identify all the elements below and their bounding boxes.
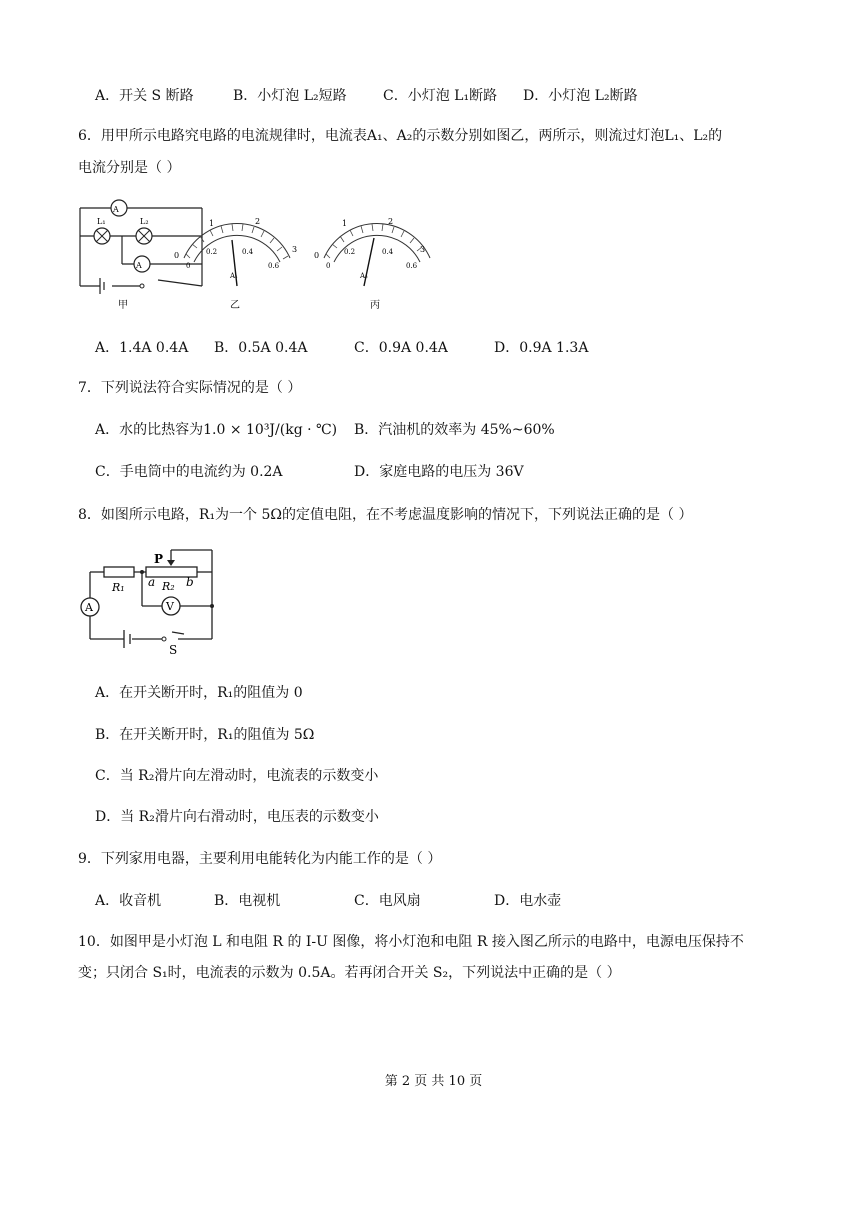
q6-meter-yi bbox=[184, 224, 290, 262]
q5-option-b: B．小灯泡 L₂短路 bbox=[233, 88, 347, 104]
q9-option-a: A．收音机 bbox=[95, 893, 162, 909]
q8-slider-arrow bbox=[167, 560, 175, 566]
q6-option-b: B．0.5A 0.4A bbox=[214, 340, 308, 356]
q9-stem: 9．下列家用电器，主要利用电能转化为内能工作的是（ ） bbox=[78, 851, 442, 867]
q8-s-label: S bbox=[169, 643, 178, 656]
q7-option-c: C．手电筒中的电流约为 0.2A bbox=[95, 464, 283, 480]
q6-bing-tick-04: 0.4 bbox=[382, 248, 394, 256]
page-footer: 第 2 页 共 10 页 bbox=[384, 1074, 483, 1089]
q6-bing-tick-3: 3 bbox=[420, 245, 426, 254]
q5-option-a: A．开关 S 断路 bbox=[95, 88, 194, 104]
q9-option-d: D．电水壶 bbox=[494, 893, 562, 909]
q6-yi-tick-04: 0.4 bbox=[242, 248, 254, 256]
q8-p-label: P bbox=[154, 552, 164, 566]
q5-option-c: C．小灯泡 L₁断路 bbox=[383, 88, 498, 104]
q5-option-d: D．小灯泡 L₂断路 bbox=[523, 88, 638, 104]
q9-option-c: C．电风扇 bbox=[354, 893, 421, 909]
q6-fig-jia-label: 甲 bbox=[118, 300, 128, 311]
q6-bing-tick-0b: 0 bbox=[326, 262, 331, 270]
q6-figure bbox=[72, 196, 432, 316]
q8-r1-label: R₁ bbox=[112, 581, 125, 594]
q6-yi-tick-0b: 0 bbox=[186, 262, 191, 270]
q6-fig-l2: L₂ bbox=[140, 217, 149, 226]
q8-circuit-figure bbox=[74, 546, 224, 656]
svg-text:A: A bbox=[113, 205, 119, 214]
q6-bing-tick-0a: 0 bbox=[314, 251, 320, 260]
q8-wires bbox=[90, 550, 212, 648]
q6-yi-tick-02: 0.2 bbox=[206, 248, 218, 256]
q8-b-label: b bbox=[186, 575, 194, 589]
q8-ammeter-label: A bbox=[85, 601, 93, 614]
q6-ammeter-top bbox=[111, 200, 127, 216]
q6-bing-tick-02: 0.2 bbox=[344, 248, 356, 256]
q6-meter-yi-ticks bbox=[186, 224, 288, 259]
q6-lamp-l1 bbox=[94, 228, 110, 244]
q6-yi-a1-label: A₁ bbox=[230, 272, 238, 280]
q7-option-a: A．水的比热容为1.0 × 10³J/(kg · ℃) bbox=[95, 422, 338, 438]
q6-option-c: C．0.9A 0.4A bbox=[354, 340, 448, 356]
q8-voltmeter-label: V bbox=[166, 600, 174, 613]
q8-resistor-r1 bbox=[104, 567, 134, 577]
q6-yi-tick-2: 2 bbox=[255, 217, 261, 226]
svg-text:A: A bbox=[136, 261, 142, 270]
q6-bing-tick-06: 0.6 bbox=[406, 262, 418, 270]
q6-stem-line2: 电流分别是（ ） bbox=[78, 160, 181, 176]
q6-yi-tick-1: 1 bbox=[209, 219, 215, 228]
q8-option-c: C．当 R₂滑片向左滑动时，电流表的示数变小 bbox=[95, 768, 379, 784]
q6-option-d: D．0.9A 1.3A bbox=[494, 340, 589, 356]
q8-option-b: B．在开关断开时，R₁的阻值为 5Ω bbox=[95, 727, 315, 743]
q6-stem-line1: 6．用甲所示电路究电路的电流规律时，电流表A₁、A₂的示数分别如图乙，两所示，则流过灯泡L₁、L₂的 bbox=[78, 128, 723, 144]
q8-stem: 8．如图所示电路，R₁为一个 5Ω的定值电阻，在不考虑温度影响的情况下，下列说法正确的是（ ） bbox=[78, 507, 693, 523]
q8-r2-label: R₂ bbox=[162, 580, 175, 593]
q8-option-a: A．在开关断开时，R₁的阻值为 0 bbox=[95, 685, 303, 701]
q6-fig-bing-label: 丙 bbox=[370, 300, 380, 311]
q6-bing-a2-label: A₂ bbox=[360, 272, 368, 280]
q10-stem-line2: 变；只闭合 S₁时，电流表的示数为 0.5A。若再闭合开关 S₂，下列说法中正确的是（ ） bbox=[78, 965, 621, 981]
q8-option-d: D．当 R₂滑片向右滑动时，电压表的示数变小 bbox=[95, 809, 379, 825]
q7-stem: 7．下列说法符合实际情况的是（ ） bbox=[78, 380, 302, 396]
q6-lamp-l2 bbox=[136, 228, 152, 244]
q6-yi-tick-3: 3 bbox=[292, 245, 298, 254]
q6-bing-tick-1: 1 bbox=[342, 219, 348, 228]
q6-option-a: A．1.4A 0.4A bbox=[95, 340, 189, 356]
q10-stem-line1: 10．如图甲是小灯泡 L 和电阻 R 的 I-U 图像，将小灯泡和电阻 R 接入图乙所示的电路中，电源电压保持不 bbox=[78, 934, 744, 950]
q9-option-b: B．电视机 bbox=[214, 893, 281, 909]
q6-fig-yi-label: 乙 bbox=[230, 300, 240, 311]
q7-option-b: B．汽油机的效率为 45%~60% bbox=[354, 422, 555, 438]
q6-fig-l1: L₁ bbox=[97, 217, 106, 226]
q7-option-d: D．家庭电路的电压为 36V bbox=[354, 464, 524, 480]
q6-yi-tick-06: 0.6 bbox=[268, 262, 280, 270]
q6-bing-tick-2: 2 bbox=[388, 217, 394, 226]
q8-a-label: a bbox=[148, 575, 156, 589]
q6-ammeter-a1 bbox=[134, 256, 150, 272]
q6-yi-tick-0a: 0 bbox=[174, 251, 180, 260]
q6-meter-bing bbox=[324, 224, 430, 262]
